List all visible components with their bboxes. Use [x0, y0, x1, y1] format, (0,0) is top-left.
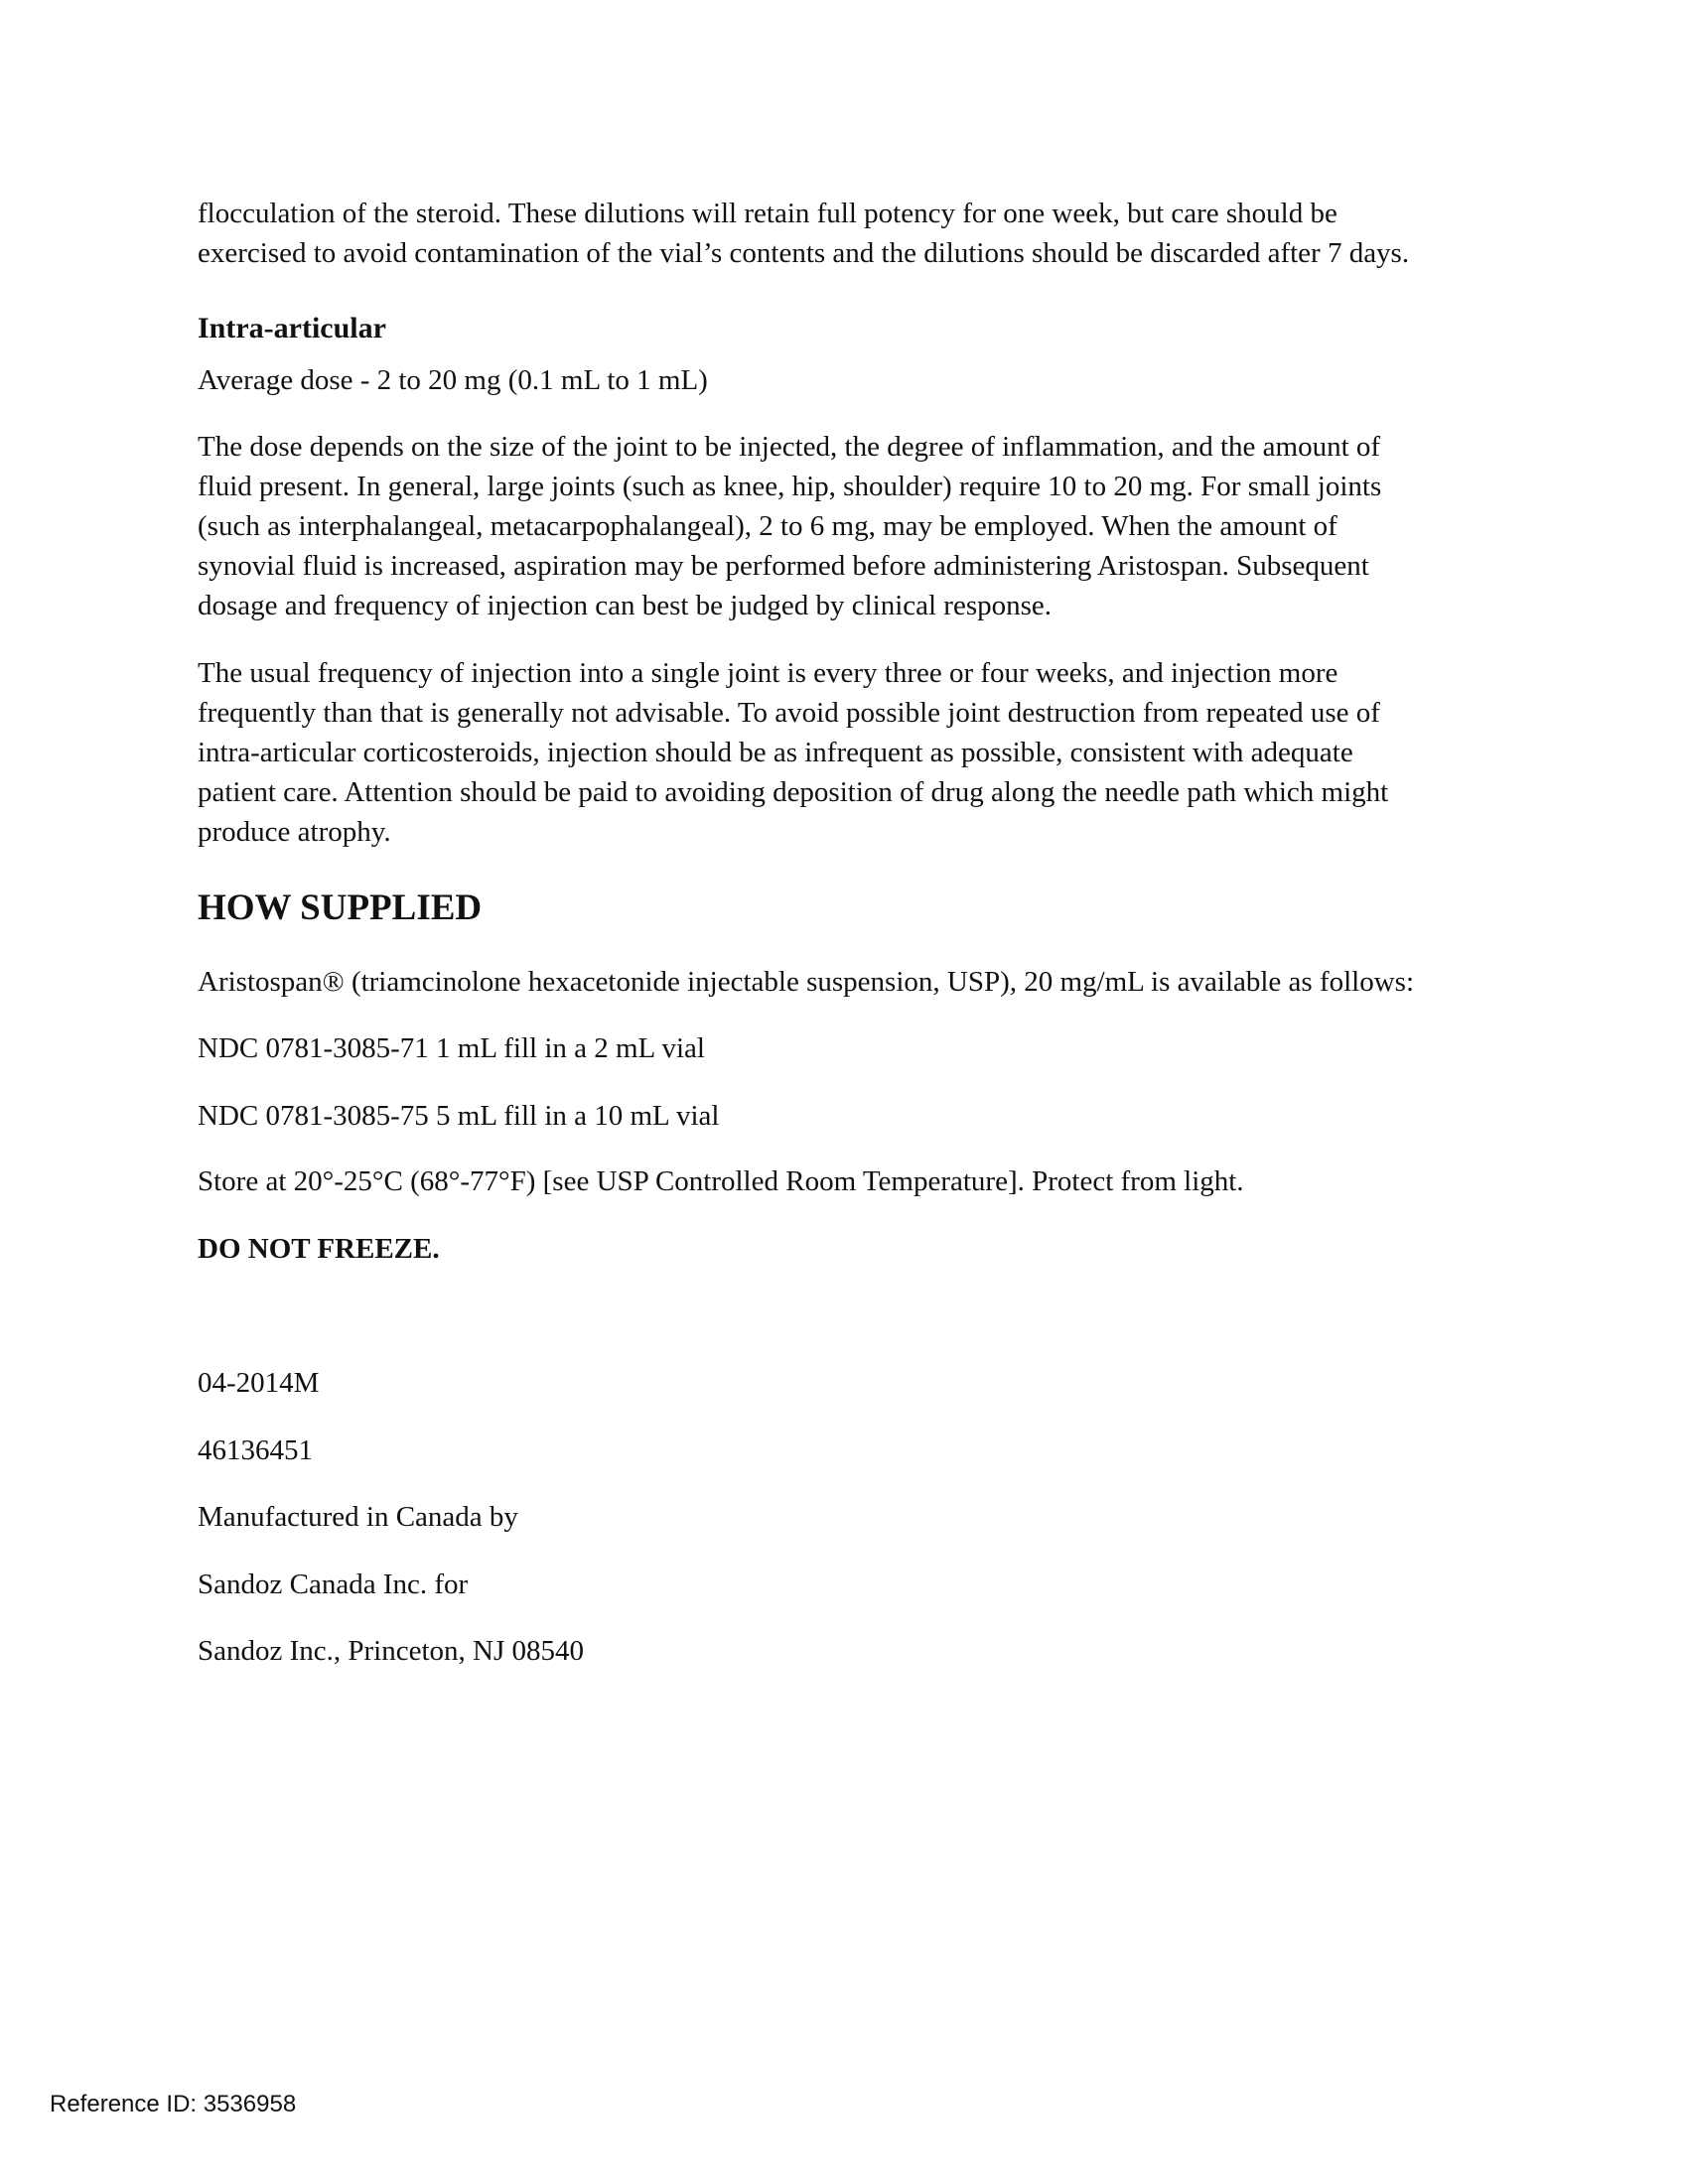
supply-intro: Aristospan® (triamcinolone hexacetonide injectable suspension, USP), 20 mg/mL is available as follows:: [198, 966, 1415, 998]
text-line: (such as interphalangeal, metacarpophalangeal), 2 to 6 mg, may be employed. When the amount of: [198, 510, 1337, 542]
text-line: synovial fluid is increased, aspiration may be performed before administering Aristospan. Subsequent: [198, 550, 1369, 582]
freeze-warning: DO NOT FREEZE.: [198, 1233, 440, 1265]
text-line: The usual frequency of injection into a single joint is every three or four weeks, and injection more: [198, 657, 1338, 689]
item-code: 46136451: [198, 1434, 313, 1466]
manufacturer: Sandoz Canada Inc. for: [198, 1569, 469, 1600]
text-line: The dose depends on the size of the joint to be injected, the degree of inflammation, and the amount of: [198, 431, 1381, 463]
text-line: frequently than that is generally not advisable. To avoid possible joint destruction from repeated use of: [198, 697, 1380, 729]
text-line: intra-articular corticosteroids, injection should be as infrequent as possible, consistent with adequate: [198, 737, 1353, 768]
average-dose: Average dose - 2 to 20 mg (0.1 mL to 1 mL): [198, 364, 708, 396]
distributor: Sandoz Inc., Princeton, NJ 08540: [198, 1635, 585, 1667]
text-line: exercised to avoid contamination of the vial’s contents and the dilutions should be discarded after 7 days.: [198, 237, 1410, 269]
continuation-paragraph: [198, 194, 1409, 273]
revision-code: 04-2014M: [198, 1367, 320, 1399]
ndc-item-1: NDC 0781-3085-71 1 mL fill in a 2 mL vial: [198, 1032, 705, 1064]
storage-instructions: Store at 20°-25°C (68°-77°F) [see USP Controlled Room Temperature]. Protect from light.: [198, 1165, 1244, 1197]
dose-paragraph: [198, 427, 1381, 625]
text-line: flocculation of the steroid. These dilutions will retain full potency for one week, but care should be: [198, 198, 1337, 229]
how-supplied-heading: HOW SUPPLIED: [198, 887, 483, 928]
text-line: produce atrophy.: [198, 816, 391, 848]
text-line: fluid present. In general, large joints (such as knee, hip, shoulder) require 10 to 20 mg. For small joints: [198, 471, 1382, 502]
manufactured-line: Manufactured in Canada by: [198, 1501, 518, 1533]
frequency-paragraph: [198, 653, 1388, 852]
text-line: patient care. Attention should be paid to avoiding deposition of drug along the needle path which might: [198, 776, 1389, 808]
text-line: dosage and frequency of injection can best be judged by clinical response.: [198, 590, 1053, 621]
intra-articular-heading: Intra-articular: [198, 312, 386, 344]
ndc-item-2: NDC 0781-3085-75 5 mL fill in a 10 mL vial: [198, 1100, 720, 1132]
reference-id: Reference ID: 3536958: [50, 2091, 297, 2117]
